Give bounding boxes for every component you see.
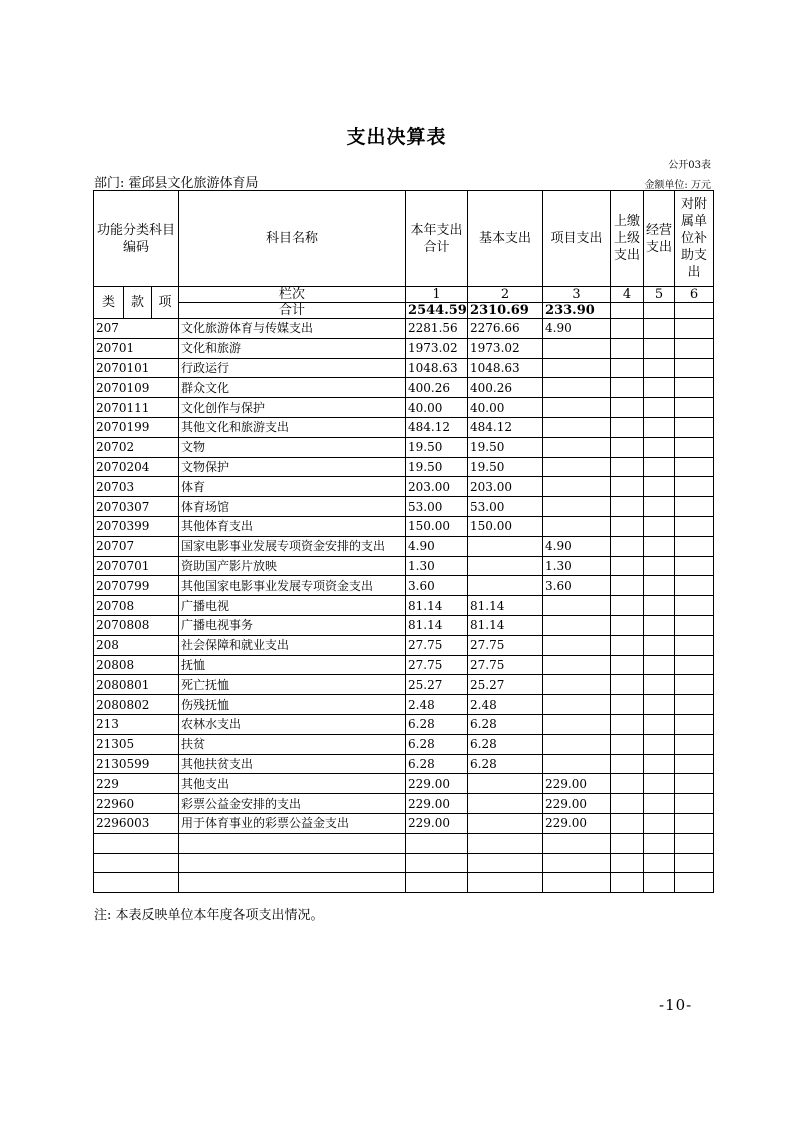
row-total: 1048.63 <box>406 358 468 378</box>
row-upper <box>611 794 644 814</box>
table-row <box>94 497 714 517</box>
row-code: 213 <box>94 714 179 734</box>
row-subsidy <box>675 319 714 339</box>
row-business <box>644 734 675 754</box>
row-total: 40.00 <box>406 398 468 418</box>
row-project <box>543 338 611 358</box>
col-number-5: 5 <box>644 287 675 303</box>
row-total: 400.26 <box>406 378 468 398</box>
row-upper <box>611 477 644 497</box>
table-row <box>94 615 714 635</box>
row-code: 207 <box>94 319 179 339</box>
row-basic: 27.75 <box>468 655 543 675</box>
row-name: 文化创作与保护 <box>179 398 406 418</box>
row-name: 用于体育事业的彩票公益金支出 <box>179 813 406 833</box>
row-basic <box>468 576 543 596</box>
table-row <box>94 695 714 715</box>
table-row <box>94 457 714 477</box>
row-code: 21305 <box>94 734 179 754</box>
empty-cell <box>468 833 543 853</box>
row-name: 国家电影事业发展专项资金安排的支出 <box>179 536 406 556</box>
row-upper <box>611 417 644 437</box>
table-row <box>94 536 714 556</box>
expenditure-table <box>93 190 714 893</box>
row-business <box>644 477 675 497</box>
row-basic: 2.48 <box>468 695 543 715</box>
row-total: 229.00 <box>406 813 468 833</box>
func-code-header: 功能分类科目编码 <box>94 191 179 287</box>
table-row <box>94 576 714 596</box>
row-total: 1973.02 <box>406 338 468 358</box>
row-upper <box>611 437 644 457</box>
project-header: 项目支出 <box>543 191 611 287</box>
empty-row <box>94 833 714 853</box>
row-total: 6.28 <box>406 734 468 754</box>
row-subsidy <box>675 635 714 655</box>
row-project: 4.90 <box>543 536 611 556</box>
table-row <box>94 516 714 536</box>
row-code: 20808 <box>94 655 179 675</box>
row-basic <box>468 794 543 814</box>
row-code: 2130599 <box>94 754 179 774</box>
row-project <box>543 675 611 695</box>
table-row <box>94 655 714 675</box>
row-basic: 27.75 <box>468 635 543 655</box>
table-row <box>94 754 714 774</box>
row-name: 扶贫 <box>179 734 406 754</box>
row-subsidy <box>675 417 714 437</box>
row-upper <box>611 358 644 378</box>
row-business <box>644 774 675 794</box>
empty-cell <box>644 833 675 853</box>
row-name: 广播电视 <box>179 596 406 616</box>
empty-row <box>94 873 714 893</box>
empty-cell <box>611 853 644 873</box>
row-name: 其他国家电影事业发展专项资金支出 <box>179 576 406 596</box>
row-business <box>644 794 675 814</box>
row-basic: 1048.63 <box>468 358 543 378</box>
row-subsidy <box>675 516 714 536</box>
row-name: 体育场馆 <box>179 497 406 517</box>
row-business <box>644 576 675 596</box>
row-business <box>644 596 675 616</box>
row-name: 抚恤 <box>179 655 406 675</box>
row-name: 其他支出 <box>179 774 406 794</box>
department-label: 部门: 霍邱县文化旅游体育局 <box>94 176 259 191</box>
row-name: 文物 <box>179 437 406 457</box>
business-header: 经营支出 <box>644 191 675 287</box>
row-subsidy <box>675 378 714 398</box>
empty-cell <box>543 873 611 893</box>
total-header: 本年支出合计 <box>406 191 468 287</box>
row-upper <box>611 754 644 774</box>
row-business <box>644 417 675 437</box>
row-basic: 6.28 <box>468 754 543 774</box>
row-total: 19.50 <box>406 437 468 457</box>
row-upper <box>611 398 644 418</box>
row-subsidy <box>675 774 714 794</box>
row-upper <box>611 497 644 517</box>
empty-cell <box>543 853 611 873</box>
row-business <box>644 635 675 655</box>
header-row <box>94 191 714 287</box>
table-row <box>94 477 714 497</box>
row-total: 53.00 <box>406 497 468 517</box>
row-code: 22960 <box>94 794 179 814</box>
row-code: 2070199 <box>94 417 179 437</box>
table-row <box>94 794 714 814</box>
empty-cell <box>468 853 543 873</box>
row-upper <box>611 596 644 616</box>
row-business <box>644 536 675 556</box>
row-business <box>644 754 675 774</box>
col-number-1: 1 <box>406 287 468 303</box>
kuan-header: 款 <box>124 287 152 319</box>
row-project <box>543 437 611 457</box>
row-upper <box>611 635 644 655</box>
row-code: 2296003 <box>94 813 179 833</box>
empty-cell <box>179 833 406 853</box>
total-project: 233.90 <box>543 303 611 319</box>
subject-name-header: 科目名称 <box>179 191 406 287</box>
row-name: 文物保护 <box>179 457 406 477</box>
row-subsidy <box>675 675 714 695</box>
table-row <box>94 774 714 794</box>
row-business <box>644 813 675 833</box>
row-project <box>543 457 611 477</box>
row-project <box>543 497 611 517</box>
row-total: 4.90 <box>406 536 468 556</box>
empty-row <box>94 853 714 873</box>
table-row <box>94 734 714 754</box>
row-name: 社会保障和就业支出 <box>179 635 406 655</box>
upper-header: 上缴上级支出 <box>611 191 644 287</box>
row-business <box>644 714 675 734</box>
row-business <box>644 338 675 358</box>
row-code: 229 <box>94 774 179 794</box>
row-basic <box>468 813 543 833</box>
total-subsidy <box>675 303 714 319</box>
xiang-header: 项 <box>152 287 179 319</box>
row-name: 其他体育支出 <box>179 516 406 536</box>
empty-cell <box>468 873 543 893</box>
row-business <box>644 398 675 418</box>
empty-cell <box>675 873 714 893</box>
row-subsidy <box>675 398 714 418</box>
table-row <box>94 675 714 695</box>
row-name: 农林水支出 <box>179 714 406 734</box>
row-code: 20707 <box>94 536 179 556</box>
row-code: 208 <box>94 635 179 655</box>
row-basic: 53.00 <box>468 497 543 517</box>
row-basic: 150.00 <box>468 516 543 536</box>
lanci-row <box>94 287 714 303</box>
row-name: 广播电视事务 <box>179 615 406 635</box>
row-project <box>543 516 611 536</box>
row-subsidy <box>675 437 714 457</box>
row-total: 27.75 <box>406 655 468 675</box>
empty-code <box>94 853 179 873</box>
row-project <box>543 655 611 675</box>
col-number-3: 3 <box>543 287 611 303</box>
row-total: 229.00 <box>406 794 468 814</box>
row-upper <box>611 536 644 556</box>
row-subsidy <box>675 556 714 576</box>
row-name: 群众文化 <box>179 378 406 398</box>
row-name: 其他文化和旅游支出 <box>179 417 406 437</box>
row-code: 2070101 <box>94 358 179 378</box>
row-subsidy <box>675 596 714 616</box>
row-project <box>543 596 611 616</box>
row-subsidy <box>675 615 714 635</box>
row-basic <box>468 556 543 576</box>
row-total: 484.12 <box>406 417 468 437</box>
row-subsidy <box>675 457 714 477</box>
row-subsidy <box>675 794 714 814</box>
row-basic: 81.14 <box>468 615 543 635</box>
row-project: 1.30 <box>543 556 611 576</box>
row-total: 81.14 <box>406 615 468 635</box>
row-project <box>543 615 611 635</box>
table-row <box>94 714 714 734</box>
row-total: 1.30 <box>406 556 468 576</box>
row-business <box>644 556 675 576</box>
row-total: 25.27 <box>406 675 468 695</box>
row-subsidy <box>675 734 714 754</box>
row-name: 体育 <box>179 477 406 497</box>
row-project: 4.90 <box>543 319 611 339</box>
row-basic: 19.50 <box>468 437 543 457</box>
row-subsidy <box>675 477 714 497</box>
row-total: 150.00 <box>406 516 468 536</box>
row-upper <box>611 714 644 734</box>
row-code: 2070701 <box>94 556 179 576</box>
row-project <box>543 477 611 497</box>
row-basic: 400.26 <box>468 378 543 398</box>
row-basic: 25.27 <box>468 675 543 695</box>
empty-cell <box>179 853 406 873</box>
row-upper <box>611 516 644 536</box>
row-upper <box>611 338 644 358</box>
row-code: 2070399 <box>94 516 179 536</box>
row-business <box>644 437 675 457</box>
row-project <box>543 398 611 418</box>
row-code: 2070799 <box>94 576 179 596</box>
empty-cell <box>675 853 714 873</box>
row-name: 行政运行 <box>179 358 406 378</box>
row-basic: 484.12 <box>468 417 543 437</box>
row-name: 文化和旅游 <box>179 338 406 358</box>
empty-cell <box>543 833 611 853</box>
row-total: 6.28 <box>406 754 468 774</box>
row-total: 203.00 <box>406 477 468 497</box>
row-project <box>543 417 611 437</box>
row-subsidy <box>675 714 714 734</box>
row-total: 3.60 <box>406 576 468 596</box>
row-total: 81.14 <box>406 596 468 616</box>
total-upper <box>611 303 644 319</box>
row-upper <box>611 556 644 576</box>
total-basic: 2310.69 <box>468 303 543 319</box>
row-basic: 19.50 <box>468 457 543 477</box>
row-business <box>644 516 675 536</box>
empty-cell <box>406 833 468 853</box>
row-upper <box>611 734 644 754</box>
row-subsidy <box>675 497 714 517</box>
row-name: 死亡抚恤 <box>179 675 406 695</box>
row-upper <box>611 655 644 675</box>
table-note: 注: 本表反映单位本年度各项支出情况。 <box>94 908 324 923</box>
lei-header: 类 <box>94 287 124 319</box>
row-code: 2080801 <box>94 675 179 695</box>
empty-code <box>94 833 179 853</box>
table-row <box>94 398 714 418</box>
row-subsidy <box>675 338 714 358</box>
col-number-4: 4 <box>611 287 644 303</box>
table-row <box>94 813 714 833</box>
row-project: 229.00 <box>543 813 611 833</box>
row-upper <box>611 774 644 794</box>
col-number-6: 6 <box>675 287 714 303</box>
row-project: 3.60 <box>543 576 611 596</box>
form-number: 公开03表 <box>668 160 711 171</box>
empty-cell <box>406 853 468 873</box>
empty-code <box>94 873 179 893</box>
row-subsidy <box>675 655 714 675</box>
row-name: 文化旅游体育与传媒支出 <box>179 319 406 339</box>
row-total: 6.28 <box>406 714 468 734</box>
row-subsidy <box>675 695 714 715</box>
total-row <box>94 303 714 319</box>
row-basic: 40.00 <box>468 398 543 418</box>
row-basic: 1973.02 <box>468 338 543 358</box>
table-row <box>94 338 714 358</box>
row-business <box>644 457 675 477</box>
page-title: 支出决算表 <box>346 126 447 148</box>
row-code: 2070111 <box>94 398 179 418</box>
empty-cell <box>611 873 644 893</box>
row-code: 20703 <box>94 477 179 497</box>
row-project <box>543 635 611 655</box>
row-code: 2070307 <box>94 497 179 517</box>
row-project <box>543 734 611 754</box>
empty-cell <box>406 873 468 893</box>
row-code: 2070109 <box>94 378 179 398</box>
row-upper <box>611 615 644 635</box>
row-code: 20701 <box>94 338 179 358</box>
row-basic: 203.00 <box>468 477 543 497</box>
table-row <box>94 437 714 457</box>
basic-header: 基本支出 <box>468 191 543 287</box>
total-label: 合计 <box>179 303 406 319</box>
row-project: 229.00 <box>543 794 611 814</box>
row-name: 彩票公益金安排的支出 <box>179 794 406 814</box>
row-total: 2.48 <box>406 695 468 715</box>
row-upper <box>611 378 644 398</box>
row-project <box>543 378 611 398</box>
page-number: -10- <box>659 996 693 1014</box>
total-sum: 2544.59 <box>406 303 468 319</box>
table-row <box>94 358 714 378</box>
row-subsidy <box>675 813 714 833</box>
table-row <box>94 378 714 398</box>
row-basic <box>468 774 543 794</box>
row-business <box>644 378 675 398</box>
empty-cell <box>179 873 406 893</box>
row-subsidy <box>675 358 714 378</box>
row-project <box>543 695 611 715</box>
empty-cell <box>644 853 675 873</box>
row-basic <box>468 536 543 556</box>
row-code: 2070204 <box>94 457 179 477</box>
row-code: 2070808 <box>94 615 179 635</box>
empty-cell <box>675 833 714 853</box>
row-upper <box>611 457 644 477</box>
row-code: 20708 <box>94 596 179 616</box>
row-project: 229.00 <box>543 774 611 794</box>
row-business <box>644 695 675 715</box>
row-basic: 81.14 <box>468 596 543 616</box>
row-total: 27.75 <box>406 635 468 655</box>
row-subsidy <box>675 576 714 596</box>
total-business <box>644 303 675 319</box>
row-project <box>543 754 611 774</box>
empty-cell <box>611 833 644 853</box>
row-business <box>644 615 675 635</box>
row-business <box>644 655 675 675</box>
table-row <box>94 417 714 437</box>
row-total: 19.50 <box>406 457 468 477</box>
empty-cell <box>644 873 675 893</box>
row-name: 资助国产影片放映 <box>179 556 406 576</box>
row-project <box>543 358 611 378</box>
row-name: 伤残抚恤 <box>179 695 406 715</box>
row-business <box>644 675 675 695</box>
row-upper <box>611 675 644 695</box>
row-upper <box>611 576 644 596</box>
row-basic: 6.28 <box>468 734 543 754</box>
table-row <box>94 635 714 655</box>
lanci-label: 栏次 <box>179 287 406 303</box>
table-row <box>94 596 714 616</box>
row-upper <box>611 813 644 833</box>
row-total: 2281.56 <box>406 319 468 339</box>
row-upper <box>611 695 644 715</box>
row-business <box>644 319 675 339</box>
row-business <box>644 497 675 517</box>
row-total: 229.00 <box>406 774 468 794</box>
row-code: 2080802 <box>94 695 179 715</box>
row-basic: 2276.66 <box>468 319 543 339</box>
row-code: 20702 <box>94 437 179 457</box>
row-subsidy <box>675 754 714 774</box>
row-basic: 6.28 <box>468 714 543 734</box>
subsidy-header: 对附属单位补助支出 <box>675 191 714 287</box>
table-row <box>94 556 714 576</box>
row-business <box>644 358 675 378</box>
table-row <box>94 319 714 339</box>
col-number-2: 2 <box>468 287 543 303</box>
row-upper <box>611 319 644 339</box>
unit-label: 金额单位: 万元 <box>644 180 711 191</box>
row-project <box>543 714 611 734</box>
row-subsidy <box>675 536 714 556</box>
row-name: 其他扶贫支出 <box>179 754 406 774</box>
